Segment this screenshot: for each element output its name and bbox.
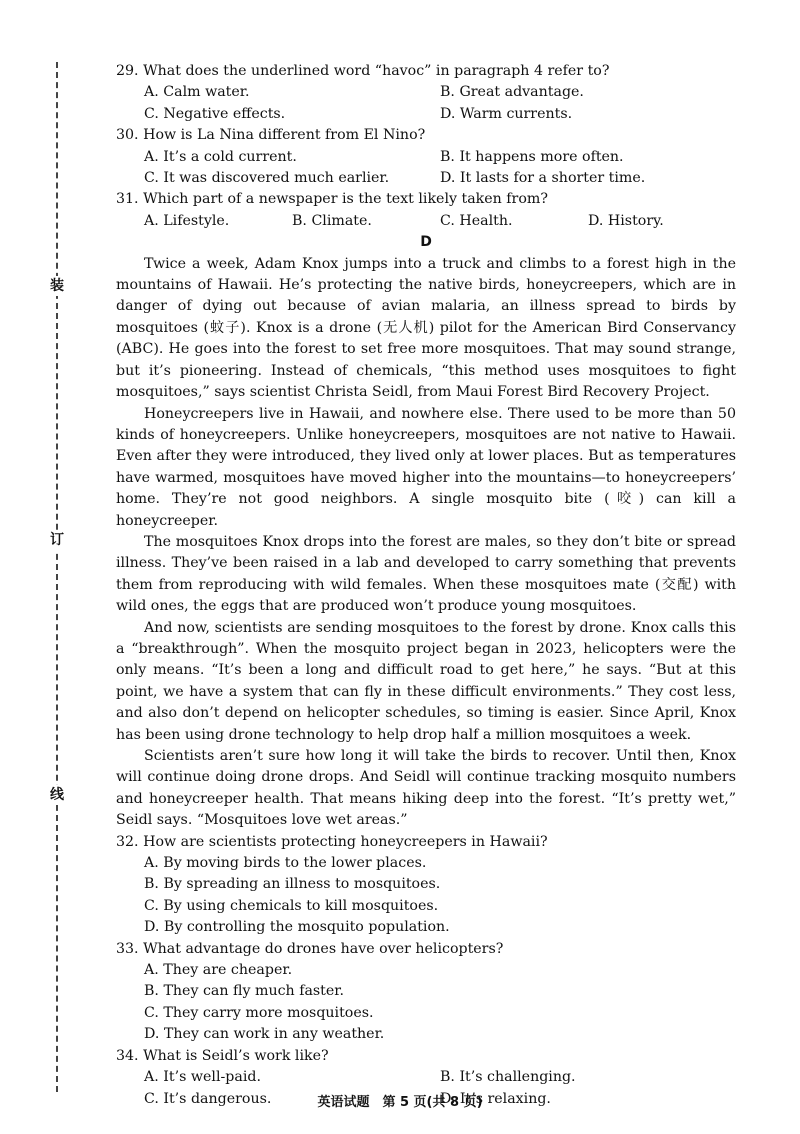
options-row [144, 1067, 736, 1088]
option-c: C. It’s dangerous. [144, 1090, 272, 1107]
option-b: B. They can fly much faster. [144, 983, 345, 1000]
option-d: D. History. [588, 212, 664, 229]
option-d: D. Warm currents. [440, 105, 573, 122]
option-b: B. Great advantage. [440, 84, 584, 101]
option-a: A. It’s a cold current. [144, 148, 297, 165]
question-32 [116, 832, 736, 939]
options-row [144, 104, 736, 125]
option-c: C. Health. [440, 212, 513, 229]
option-c: C. It was discovered much earlier. [144, 170, 390, 187]
option-c: C. By using chemicals to kill mosquitoes. [144, 897, 439, 914]
binding-char-ding: 订 [47, 530, 67, 550]
option-c: C. Negative effects. [144, 105, 286, 122]
option-c: C. They carry more mosquitoes. [144, 1004, 374, 1021]
option-d: D. It lasts for a shorter time. [440, 170, 646, 187]
page-footer: 英语试题 第 5 页(共 8 页) [317, 1095, 483, 1110]
passage-paragraph-2: Honeycreepers live in Hawaii, and nowhere else. There used to be more than 50 kinds of honeycreepers. Unlike honeycreepers, mosquitoes are not native to Hawaii. Even after they were introduced, they lived only at lower places. But as temperatures have warmed, mosquitoes have moved higher into the mountains—to honeycreepers’ home. They’re not good neighbors. A single mosquito bite (咬) can kill a honeycreeper. [116, 405, 736, 529]
question-33 [116, 939, 736, 1046]
option-b: B. It happens more often. [440, 148, 624, 165]
passage-paragraph-5: Scientists aren’t sure how long it will take the birds to recover. Until then, Knox will continue doing drone drops. And Seidl will continue tracking mosquito numbers and honeycreeper health. That means hiking deep into the forest. “It’s pretty wet,” Seidl says. “Mosquitoes love wet areas.” [116, 748, 736, 829]
binding-char-zhuang: 装 [47, 276, 67, 296]
question-stem: 32. How are scientists protecting honeycreepers in Hawaii? [116, 833, 548, 850]
question-stem: 34. What is Seidl’s work like? [116, 1047, 329, 1064]
question-stem: 33. What advantage do drones have over helicopters? [116, 940, 504, 957]
section-heading: D [420, 234, 432, 251]
exam-content [116, 61, 736, 1110]
passage-paragraph-3: The mosquitoes Knox drops into the forest are males, so they don’t bite or spread illness. They’ve been raised in a lab and developed to carry something that prevents them from reproducing with wild females. When these mosquitoes mate (交配) with wild ones, the eggs that are produced won’t produce young mosquitoes. [116, 533, 736, 615]
option-a: A. They are cheaper. [144, 962, 293, 979]
option-a: A. Lifestyle. [144, 212, 230, 229]
question-31 [116, 189, 736, 232]
options-row [144, 211, 736, 232]
option-b: B. It’s challenging. [440, 1069, 576, 1086]
option-a: A. By moving birds to the lower places. [144, 855, 427, 872]
question-stem: 31. Which part of a newspaper is the text likely taken from? [116, 191, 548, 208]
question-29 [116, 61, 736, 125]
options-row [144, 82, 736, 103]
option-a: A. It’s well-paid. [144, 1069, 261, 1086]
question-stem: 29. What does the underlined word “havoc” in paragraph 4 refer to? [116, 63, 610, 79]
option-b: B. Climate. [292, 212, 372, 229]
binding-line [56, 62, 58, 1092]
question-stem: 30. How is La Nina different from El Nino? [116, 127, 426, 144]
option-d: D. They can work in any weather. [144, 1026, 385, 1043]
binding-char-xian: 线 [47, 785, 67, 805]
passage-paragraph-1: Twice a week, Adam Knox jumps into a truck and climbs to a forest high in the mountains of Hawaii. He’s protecting the native birds, honeycreepers, which are in danger of dying out because of avian malaria, an illness spread to birds by mosquitoes (蚊子). Knox is a drone (无人机) pilot for the American Bird Conservancy (ABC). He goes into the forest to set free more mosquitoes. That may sound strange, but it’s pioneering. Instead of chemicals, “this method uses mosquitoes to fight mosquitoes,” says scientist Christa Seidl, from Maui Forest Bird Recovery Project. [116, 255, 736, 401]
question-30 [116, 125, 736, 189]
option-b: B. By spreading an illness to mosquitoes. [144, 876, 441, 893]
option-a: A. Calm water. [144, 84, 250, 101]
options-row [144, 168, 736, 189]
passage-d [116, 254, 736, 832]
option-d: D. It’s relaxing. [440, 1090, 551, 1107]
options-row [144, 147, 736, 168]
option-d: D. By controlling the mosquito population. [144, 919, 450, 936]
passage-paragraph-4: And now, scientists are sending mosquitoes to the forest by drone. Knox calls this a “breakthrough”. When the mosquito project began in 2023, helicopters were the only means. “It’s been a long and difficult road to get here,” he says. “But at this point, we have a system that can fly in these difficult environments.” They cost less, and also don’t depend on helicopter schedules, so timing is easier. Since April, Knox has been using drone technology to help drop half a million mosquitoes a week. [116, 619, 736, 743]
